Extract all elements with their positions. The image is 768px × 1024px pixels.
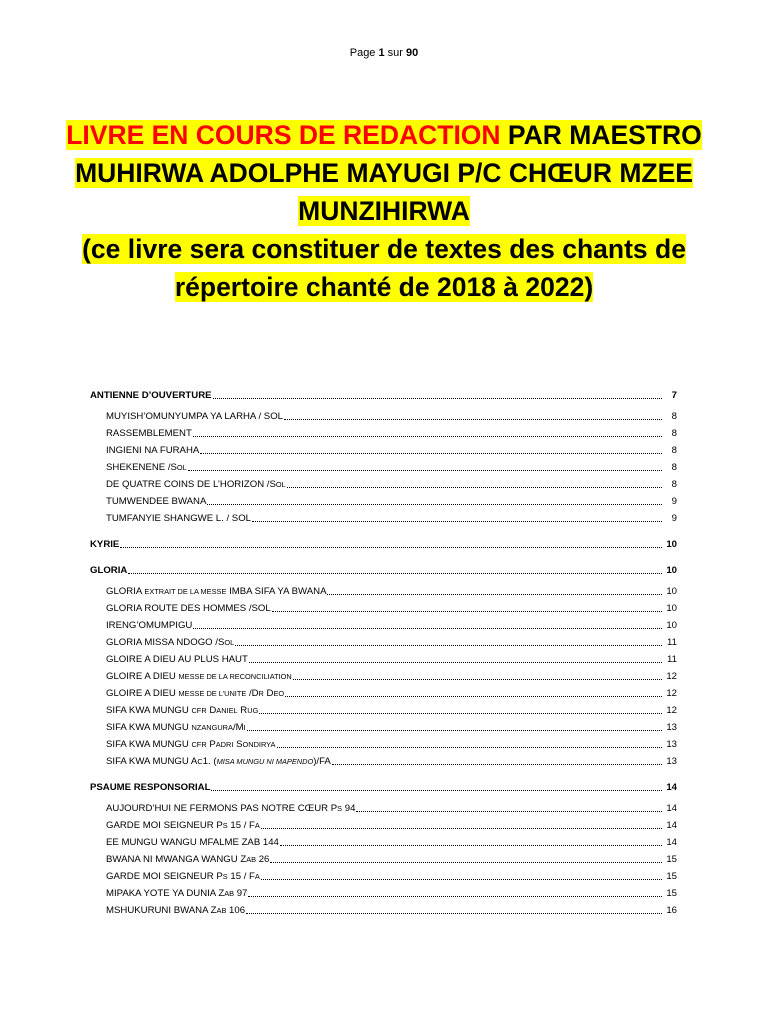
toc-page-number: 10 [666, 603, 677, 614]
toc-title-fragment: MIPAKA YOTE YA DUNIA Z [106, 888, 225, 899]
toc-subentry[interactable] [90, 717, 677, 734]
toc-title-fragment: R [237, 705, 248, 716]
toc-entry-title [106, 722, 246, 734]
document-title [60, 116, 708, 306]
toc-title-fragment: ADRI [215, 740, 234, 749]
dot-leader [287, 487, 662, 488]
dot-leader [200, 453, 662, 454]
toc-section-entry[interactable] [90, 777, 677, 794]
toc-title-fragment: GLOIRE A DIEU [106, 688, 179, 699]
dot-leader [247, 730, 662, 731]
dot-leader [252, 521, 662, 522]
toc-title-fragment: EO [273, 689, 285, 698]
title-line4: (ce livre sera constituer de textes des chants de [82, 234, 686, 264]
toc-entry-title [106, 586, 326, 598]
toc-page-number: 10 [666, 565, 677, 576]
toc-page-number: 13 [666, 756, 677, 767]
toc-title-fragment: MUYISH’OMUNYUMPA YA LARHA / SOL [106, 411, 283, 422]
page-prefix: Page [349, 47, 379, 59]
toc-title-fragment: BWANA NI MWANGA WANGU Z [106, 854, 247, 865]
toc-title-fragment: UG [247, 706, 259, 715]
toc-subentry[interactable] [90, 683, 677, 700]
toc-entry-title [106, 428, 192, 440]
toc-entry-title [106, 411, 283, 423]
dot-leader [213, 398, 662, 399]
toc-title-fragment: AB [216, 906, 227, 915]
toc-subentry[interactable] [90, 491, 677, 508]
dot-leader [280, 845, 662, 846]
toc-title-fragment: 26 [256, 854, 270, 865]
toc-title-fragment: AUJOURD’HUI NE FERMONS PAS NOTRE CŒUR P [106, 803, 338, 814]
toc-section-entry[interactable] [90, 534, 677, 551]
toc-page-number: 13 [666, 739, 677, 750]
toc-title-fragment: )/FA [313, 756, 331, 767]
toc-entry-title [106, 803, 355, 815]
toc-title-fragment: I [243, 723, 246, 732]
dot-leader [207, 504, 662, 505]
toc-entry-title [90, 539, 119, 551]
toc-title-fragment: MSHUKURUNI BWANA Z [106, 905, 217, 916]
toc-title-fragment: 106 [226, 905, 246, 916]
toc-entry-title [106, 513, 251, 525]
toc-subentry[interactable] [90, 700, 677, 717]
toc-page-number: 8 [671, 428, 677, 439]
toc-page-number: 11 [667, 654, 677, 665]
toc-entry-title [106, 739, 276, 751]
toc-title-fragment: MISA MUNGU NI MAPENDO [216, 757, 314, 766]
toc-entry-title [106, 445, 199, 457]
title-line2: MUHIRWA ADOLPHE MAYUGI P/C CHŒUR MZEE [75, 158, 693, 188]
toc-title-fragment: R [258, 689, 264, 698]
toc-page-number: 16 [666, 905, 677, 916]
toc-subentry[interactable] [90, 849, 677, 866]
toc-title-fragment: DE QUATRE COINS DE L’HORIZON /S [106, 479, 276, 490]
dot-leader [332, 764, 662, 765]
toc-title-fragment: P [206, 739, 216, 750]
toc-subentry[interactable] [90, 734, 677, 751]
toc-title-fragment: GLORIA [106, 586, 145, 597]
toc-title-fragment: GLORIA MISSA NDOGO /S [106, 637, 225, 648]
toc-title-fragment: TUMFANYIE SHANGWE L. / SOL [106, 513, 251, 524]
dot-leader [327, 594, 662, 595]
toc-title-fragment: AB [246, 855, 257, 864]
toc-page-number: 7 [671, 390, 677, 401]
toc-section-entry[interactable] [90, 385, 677, 402]
toc-subentry[interactable] [90, 900, 677, 917]
dot-leader [128, 573, 662, 574]
toc-entry-title [106, 479, 286, 491]
toc-page-number: 12 [666, 671, 677, 682]
toc-entry-title [106, 871, 260, 883]
toc-title-fragment: IRENG’OMUMPIGU [106, 620, 193, 631]
toc-title-fragment: IMBA SIFA YA BWANA [226, 586, 327, 597]
toc-title-fragment: GLOIRE A DIEU [106, 671, 179, 682]
toc-page-number: 14 [666, 782, 677, 793]
toc-title-fragment: C [197, 757, 203, 766]
toc-page-number: 10 [666, 620, 677, 631]
page-total: 90 [406, 47, 419, 59]
toc-title-fragment: 1. ( [202, 756, 217, 767]
toc-title-fragment: SIFA KWA MUNGU [106, 722, 192, 733]
toc-title-fragment: S [233, 739, 243, 750]
toc-subentry[interactable] [90, 666, 677, 683]
toc-page-number: 8 [671, 411, 677, 422]
dot-leader [188, 470, 662, 471]
toc-title-fragment: CFR [191, 740, 207, 749]
toc-subentry[interactable] [90, 798, 677, 815]
toc-title-fragment: GLORIA ROUTE DES HOMMES /SOL [106, 603, 271, 614]
toc-entry-title [106, 603, 271, 615]
toc-title-fragment: CFR [191, 706, 207, 715]
toc-page-number: 13 [666, 722, 677, 733]
toc-title-fragment: PSAUME RESPONSORIAL [90, 782, 211, 793]
toc-title-fragment: SIFA KWA MUNGU [106, 705, 192, 716]
page-middle: sur [384, 47, 407, 59]
toc-subentry[interactable] [90, 883, 677, 900]
toc-entry-title [106, 688, 284, 700]
toc-title-fragment: EXTRAIT DE LA MESSE [144, 587, 227, 596]
dot-leader [248, 896, 662, 897]
dot-leader [261, 828, 662, 829]
dot-leader [284, 419, 662, 420]
toc-subentry[interactable] [90, 423, 677, 440]
toc-entry-title [90, 782, 210, 794]
toc-title-fragment: A [254, 821, 260, 830]
dot-leader [193, 436, 662, 437]
toc-title-fragment: SIFA KWA MUNGU [106, 739, 192, 750]
toc-page-number: 11 [667, 637, 677, 648]
toc-title-fragment: S [337, 804, 343, 813]
toc-title-fragment: INGIENI NA FURAHA [106, 445, 200, 456]
toc-title-fragment: S [222, 872, 228, 881]
toc-subentry[interactable] [90, 649, 677, 666]
dot-leader [277, 747, 663, 748]
toc-title-fragment: GARDE MOI SEIGNEUR P [106, 820, 223, 831]
toc-title-fragment: A [254, 872, 260, 881]
toc-title-fragment: EE MUNGU WANGU MFALME ZAB 144 [106, 837, 279, 848]
toc-title-fragment: S [222, 821, 228, 830]
toc-title-fragment: MESSE DE L’UNITE [178, 689, 247, 698]
title-line3: MUNZIHIRWA [298, 196, 470, 226]
toc-subentry[interactable] [90, 815, 677, 832]
dot-leader [120, 547, 662, 548]
toc-entry-title [106, 620, 192, 632]
toc-page-number: 9 [671, 513, 677, 524]
toc-page-number: 10 [666, 586, 677, 597]
title-line5: répertoire chanté de 2018 à 2022) [174, 272, 594, 302]
toc-page-number: 8 [671, 479, 677, 490]
toc-page-number: 8 [671, 445, 677, 456]
toc-title-fragment: TUMWENDEE BWANA [106, 496, 207, 507]
toc-title-fragment: /M [232, 722, 244, 733]
toc-page-number: 14 [666, 820, 677, 831]
toc-page-number: 15 [666, 854, 677, 865]
toc-page-number: 15 [666, 871, 677, 882]
toc-entry-title [90, 565, 127, 577]
toc-subentry[interactable] [90, 615, 677, 632]
toc-page-number: 12 [666, 705, 677, 716]
toc-subentry[interactable] [90, 581, 677, 598]
toc-title-fragment: 15 / F [227, 820, 255, 831]
dot-leader [259, 713, 662, 714]
toc-entry-title [106, 905, 245, 917]
title-line1-rest: PAR MAESTRO [500, 120, 702, 150]
toc-title-fragment: ONDIRYA [242, 740, 276, 749]
toc-title-fragment: D [206, 705, 217, 716]
dot-leader [285, 696, 662, 697]
toc-title-fragment: KYRIE [90, 539, 120, 550]
toc-page-number: 14 [666, 803, 677, 814]
dot-leader [193, 628, 662, 629]
toc-section-entry[interactable] [90, 560, 677, 577]
toc-title-fragment: AB [224, 889, 235, 898]
toc-entry-title [106, 462, 187, 474]
toc-title-fragment: NZANGURA [191, 723, 233, 732]
toc-entry-title [106, 637, 234, 649]
toc-title-fragment: ANTIENNE D’OUVERTURE [90, 390, 212, 401]
toc-entry-title [90, 390, 212, 402]
toc-entry-title [106, 837, 279, 849]
toc-title-fragment: RASSEMBLEMENT [106, 428, 192, 439]
toc-page-number: 15 [666, 888, 677, 899]
toc-subentry[interactable] [90, 474, 677, 491]
toc-page-number: 10 [666, 539, 677, 550]
toc-title-fragment: OL [224, 638, 235, 647]
toc-title-fragment: MESSE DE LA RECONCILIATION [178, 672, 292, 681]
toc-entry-title [106, 820, 260, 832]
toc-entry-title [106, 756, 331, 768]
toc-title-fragment: ANIEL [216, 706, 238, 715]
toc-subentry[interactable] [90, 440, 677, 457]
dot-leader [272, 611, 662, 612]
dot-leader [211, 790, 662, 791]
toc-entry-title [106, 654, 248, 666]
toc-subentry[interactable] [90, 832, 677, 849]
toc-title-fragment: OL [275, 480, 286, 489]
toc-entry-title [106, 671, 292, 683]
toc-entry-title [106, 705, 258, 717]
dot-leader [261, 879, 662, 880]
toc-subentry[interactable] [90, 866, 677, 883]
toc-entry-title [106, 888, 247, 900]
toc-subentry[interactable] [90, 632, 677, 649]
dot-leader [249, 662, 662, 663]
dot-leader [246, 913, 662, 914]
toc-title-fragment: /D [246, 688, 259, 699]
toc-page-number: 12 [666, 688, 677, 699]
title-red-part: LIVRE EN COURS DE REDACTION [66, 120, 501, 150]
dot-leader [235, 645, 662, 646]
toc-title-fragment: SHEKENENE /S [106, 462, 177, 473]
toc-entry-title [106, 496, 206, 508]
toc-title-fragment: 15 / F [227, 871, 255, 882]
toc-page-number: 9 [671, 496, 677, 507]
toc-subentry[interactable] [90, 508, 677, 525]
toc-title-fragment: GLOIRE A DIEU AU PLUS HAUT [106, 654, 248, 665]
toc-subentry[interactable] [90, 406, 677, 423]
toc-subentry[interactable] [90, 598, 677, 615]
toc-title-fragment: D [263, 688, 274, 699]
toc-title-fragment: OL [176, 463, 187, 472]
toc-title-fragment: GARDE MOI SEIGNEUR P [106, 871, 223, 882]
toc-subentry[interactable] [90, 751, 677, 768]
toc-subentry[interactable] [90, 457, 677, 474]
toc-title-fragment: GLORIA [90, 565, 128, 576]
page-current: 1 [378, 47, 385, 59]
toc-page-number: 14 [666, 837, 677, 848]
dot-leader [356, 811, 662, 812]
toc-page-number: 8 [671, 462, 677, 473]
toc-title-fragment: 94 [342, 803, 356, 814]
table-of-contents [90, 385, 677, 917]
toc-title-fragment: SIFA KWA MUNGU A [106, 756, 198, 767]
dot-leader [293, 679, 662, 680]
toc-entry-title [106, 854, 269, 866]
page-number [0, 47, 768, 59]
toc-title-fragment: 97 [234, 888, 248, 899]
dot-leader [270, 862, 662, 863]
